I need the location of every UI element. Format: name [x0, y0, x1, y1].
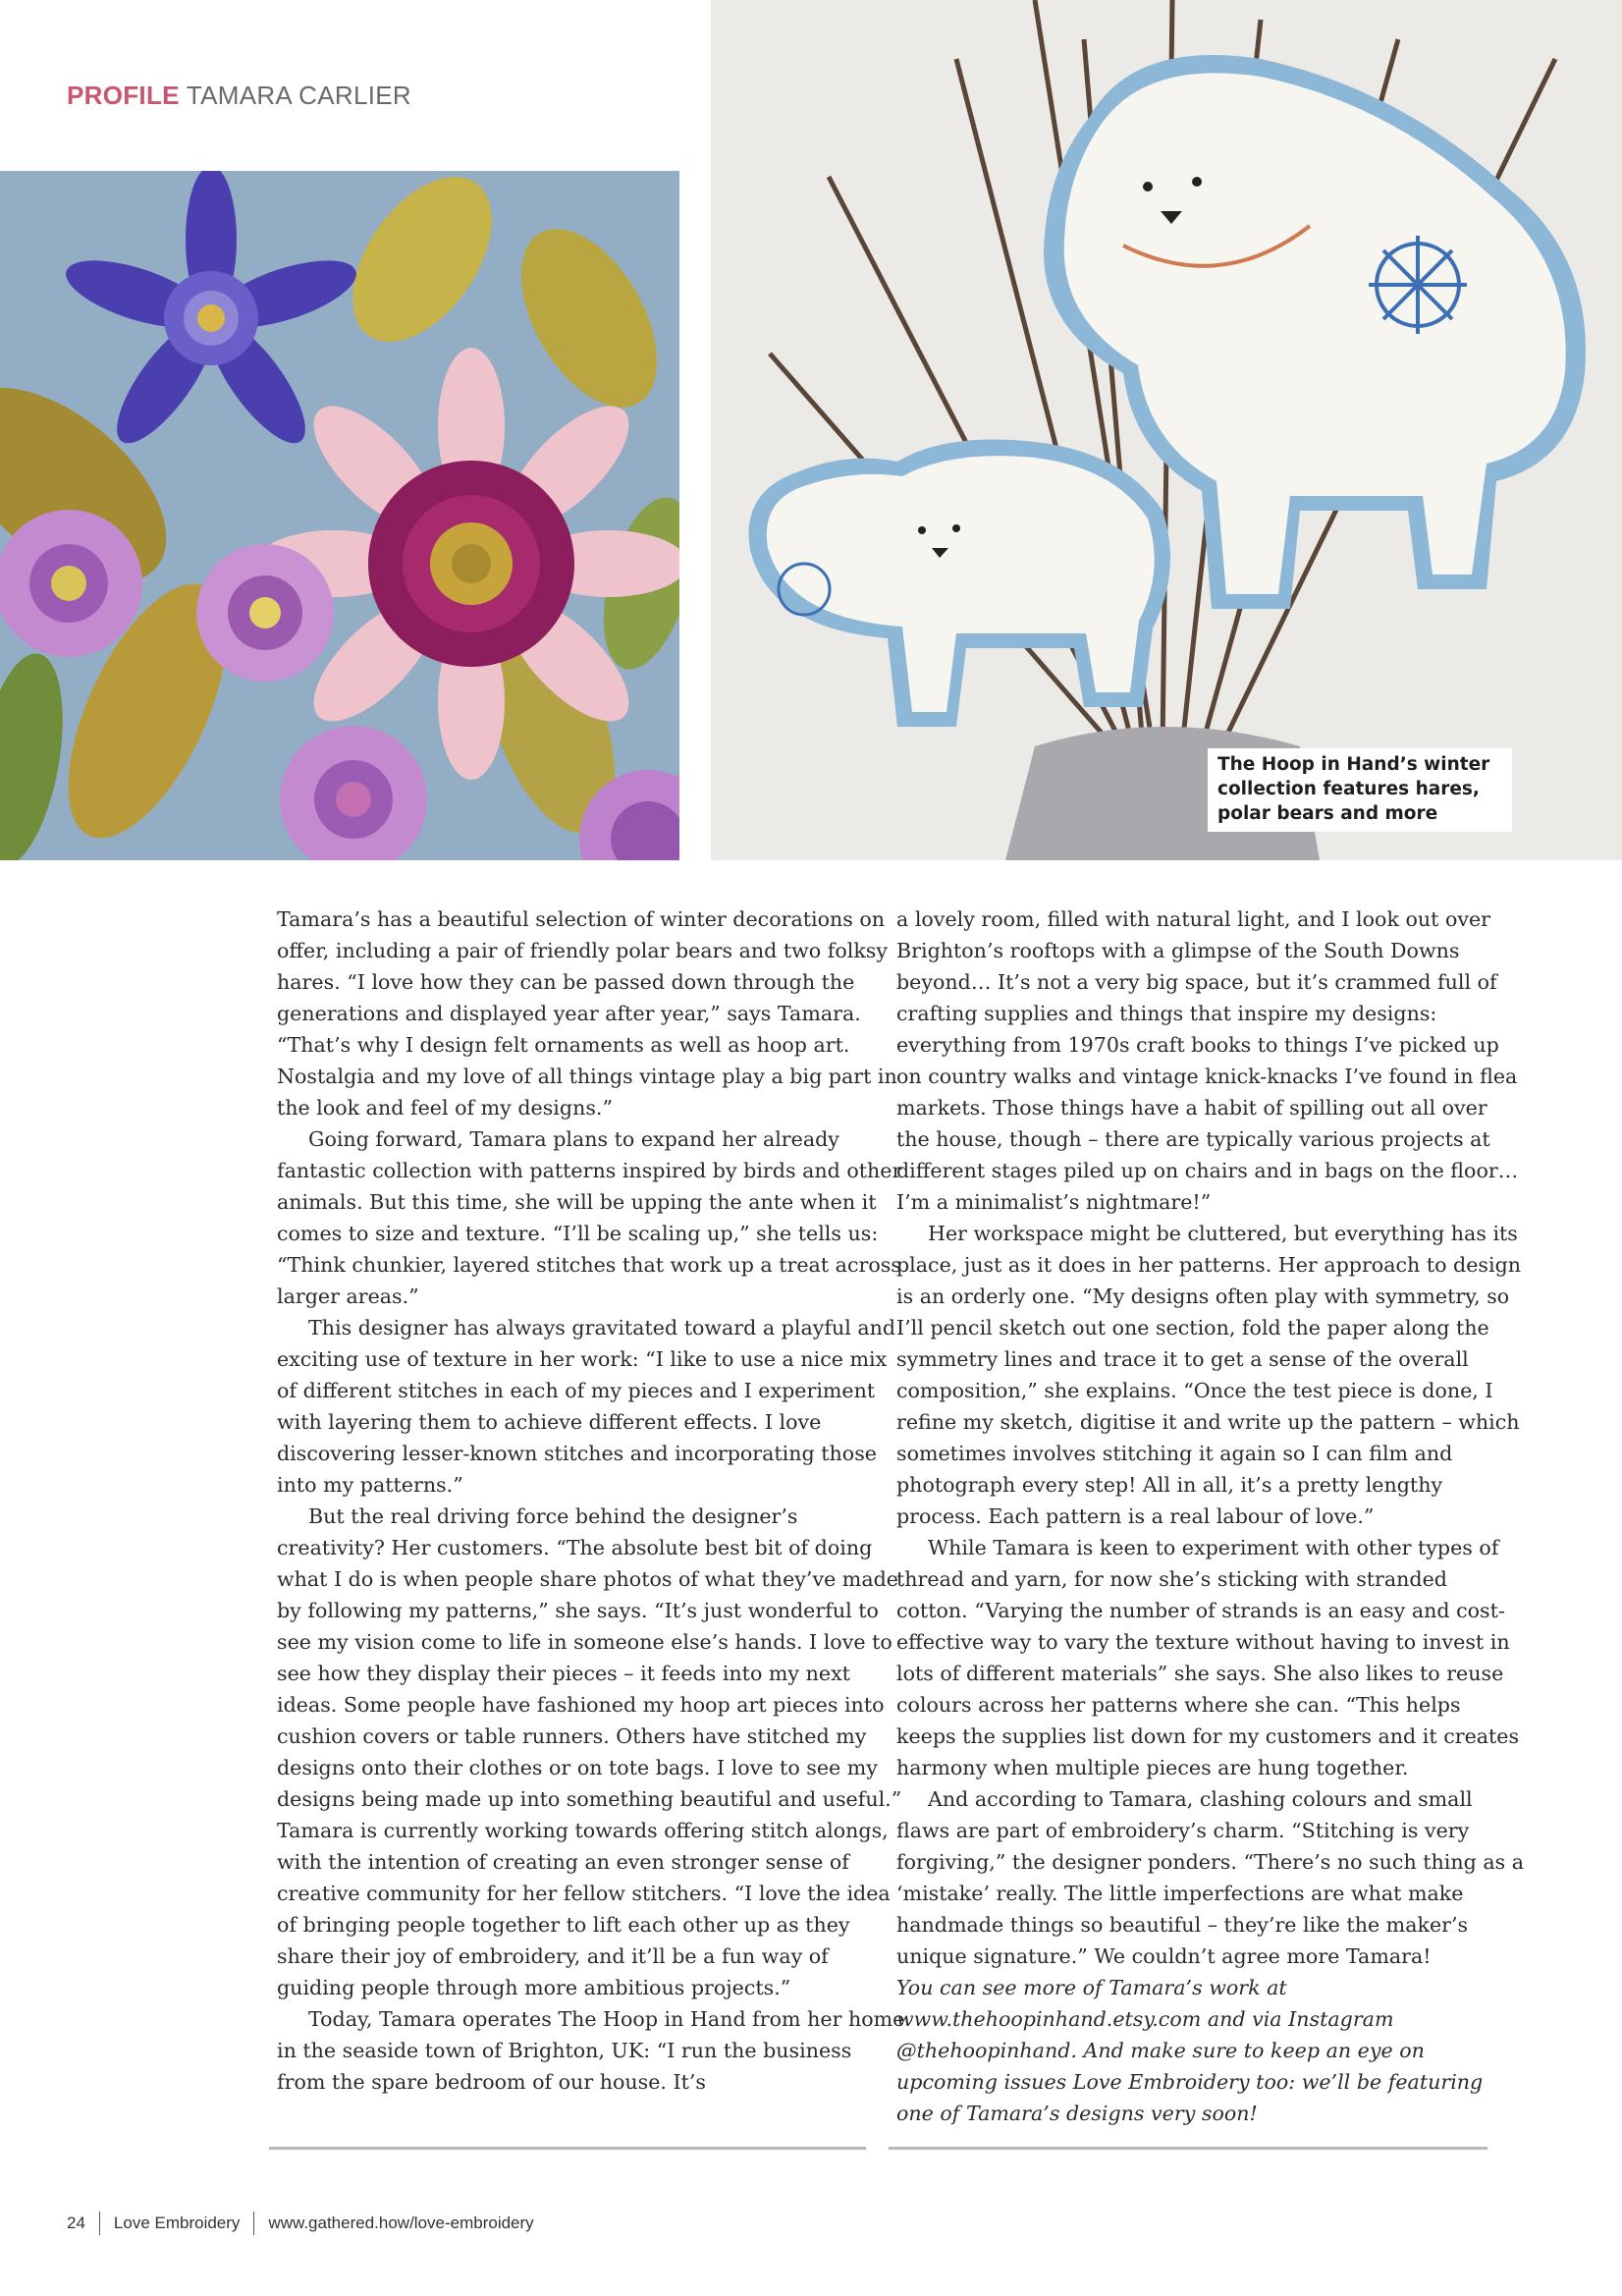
- page-footer: [67, 2212, 534, 2235]
- divider-left: [269, 2147, 866, 2150]
- article-column-left: [277, 903, 905, 2098]
- article-paragraph: Her workspace might be cluttered, but everything has its place, just as it does in her patterns. Her approach to design is an orderly one. “My designs often play with symmetry, so I’ll pencil sketch out one section, fold the paper along the symmetry lines and trace it to get a sense of the overall composition,” she explains. “Once the test piece is done, I refine my sketch, digitise it and write up the pattern – which sometimes involves stitching it again so I can film and photograph every step! All in all, it’s a pretty lengthy process. Each pattern is a real labour of love.”: [896, 1222, 1522, 1528]
- article-paragraph: This designer has always gravitated toward a playful and exciting use of texture in her work: “I like to use a nice mix of different stitches in each of my pieces and I experiment with layering them to achieve different effects. I love discovering lesser-known stitches and incorporating those into my patterns.”: [277, 1316, 896, 1497]
- divider-right: [889, 2147, 1487, 2150]
- footer-separator: [253, 2212, 254, 2235]
- footer-url[interactable]: www.gathered.how/love-embroidery: [268, 2214, 534, 2232]
- pink-flower: [255, 348, 679, 780]
- article-paragraph: Tamara’s has a beautiful selection of winter decorations on offer, including a pair of friendly polar bears and two folksy hares. “I love how they can be passed down through the generations and displayed year after year,” says Tamara. “That’s why I design felt ornaments as well as hoop art. Nostalgia and my love of all things vintage play a big part in the look and feel of my designs.”: [277, 907, 897, 1120]
- article-paragraph: But the real driving force behind the designer’s creativity? Her customers. “The absolute best bit of doing what I do is when people share photos of what they’ve made by following my patterns,” she says. “It’s just wonderful to see my vision come to life in someone else’s hands. I love to see how they display their pieces – it feeds into my next ideas. Some people have fashioned my hoop art pieces into cushion covers or table runners. Others have stitched my designs onto their clothes or on tote bags. I love to see my designs being made up into something beautiful and useful.” Tamara is currently working towards offering stitch alongs, with the intention of creating an even stronger sense of creative community for her fellow stitchers. “I love the idea of bringing people together to lift each other up as they share their joy of embroidery, and it’ll be a fun way of guiding people through more ambitious projects.”: [277, 1504, 902, 1999]
- photo-wool-flowers: [0, 171, 679, 860]
- magazine-name: Love Embroidery: [113, 2214, 241, 2232]
- article-paragraph: a lovely room, filled with natural light, and I look out over Brighton’s rooftops with a glimpse of the South Downs beyond… It’s not a very big space, but it’s crammed full of crafting supplies and things that inspire my designs: everything from 1970s craft books to things I’ve picked up on country walks and vintage knick-knacks I’ve found in flea markets. Those things have a habit of spilling out all over the house, though – there are typically various projects at different stages piled up on chairs and in bags on the floor… I’m a minimalist’s nightmare!”: [896, 907, 1519, 1214]
- photo-caption: The Hoop in Hand’s winter collection features hares, polar bears and more: [1208, 748, 1512, 832]
- article-paragraph: Today, Tamara operates The Hoop in Hand from her home in the seaside town of Brighton, UK: “I run the business from the spare bedroom of our house. It’s: [277, 2007, 905, 2094]
- profile-name: TAMARA CARLIER: [186, 81, 411, 110]
- footer-separator: [99, 2212, 100, 2235]
- section-label: PROFILE: [67, 81, 180, 110]
- ornaments-illustration: [711, 0, 1622, 860]
- photo-polar-bear-ornaments: [711, 0, 1622, 860]
- article-paragraph: Going forward, Tamara plans to expand her already fantastic collection with patterns inspired by birds and other animals. But this time, she will be upping the ante when it comes to size and texture. “I’ll be scaling up,” she tells us: “Think chunkier, layered stitches that work up a treat across larger areas.”: [277, 1127, 902, 1308]
- closing-note: You can see more of Tamara’s work at www.thehoopinhand.etsy.com and via Instagram @thehoopinhand. And make sure to keep an eye on upcoming issues Love Embroidery too: we’ll be featuring one of Tamara’s designs very soon!: [896, 1976, 1484, 2125]
- article-column-right: [896, 903, 1525, 2129]
- page-number: 24: [67, 2214, 85, 2232]
- page-header: [67, 81, 411, 111]
- article-paragraph: And according to Tamara, clashing colours and small flaws are part of embroidery’s charm. “Stitching is very forgiving,” the designer ponders. “There’s no such thing as a ‘mistake’ really. The little imperfections are what make handmade things so beautiful – they’re like the maker’s unique signature.” We couldn’t agree more Tamara!: [896, 1787, 1525, 1968]
- article-paragraph: While Tamara is keen to experiment with other types of thread and yarn, for now she’s sticking with stranded cotton. “Varying the number of strands is an easy and cost-effective way to vary the texture without having to invest in lots of different materials” she says. She also likes to reuse colours across her patterns where she can. “This helps keeps the supplies list down for my customers and it creates harmony when multiple pieces are hung together.: [896, 1536, 1520, 1779]
- embroidery-illustration: [0, 171, 679, 860]
